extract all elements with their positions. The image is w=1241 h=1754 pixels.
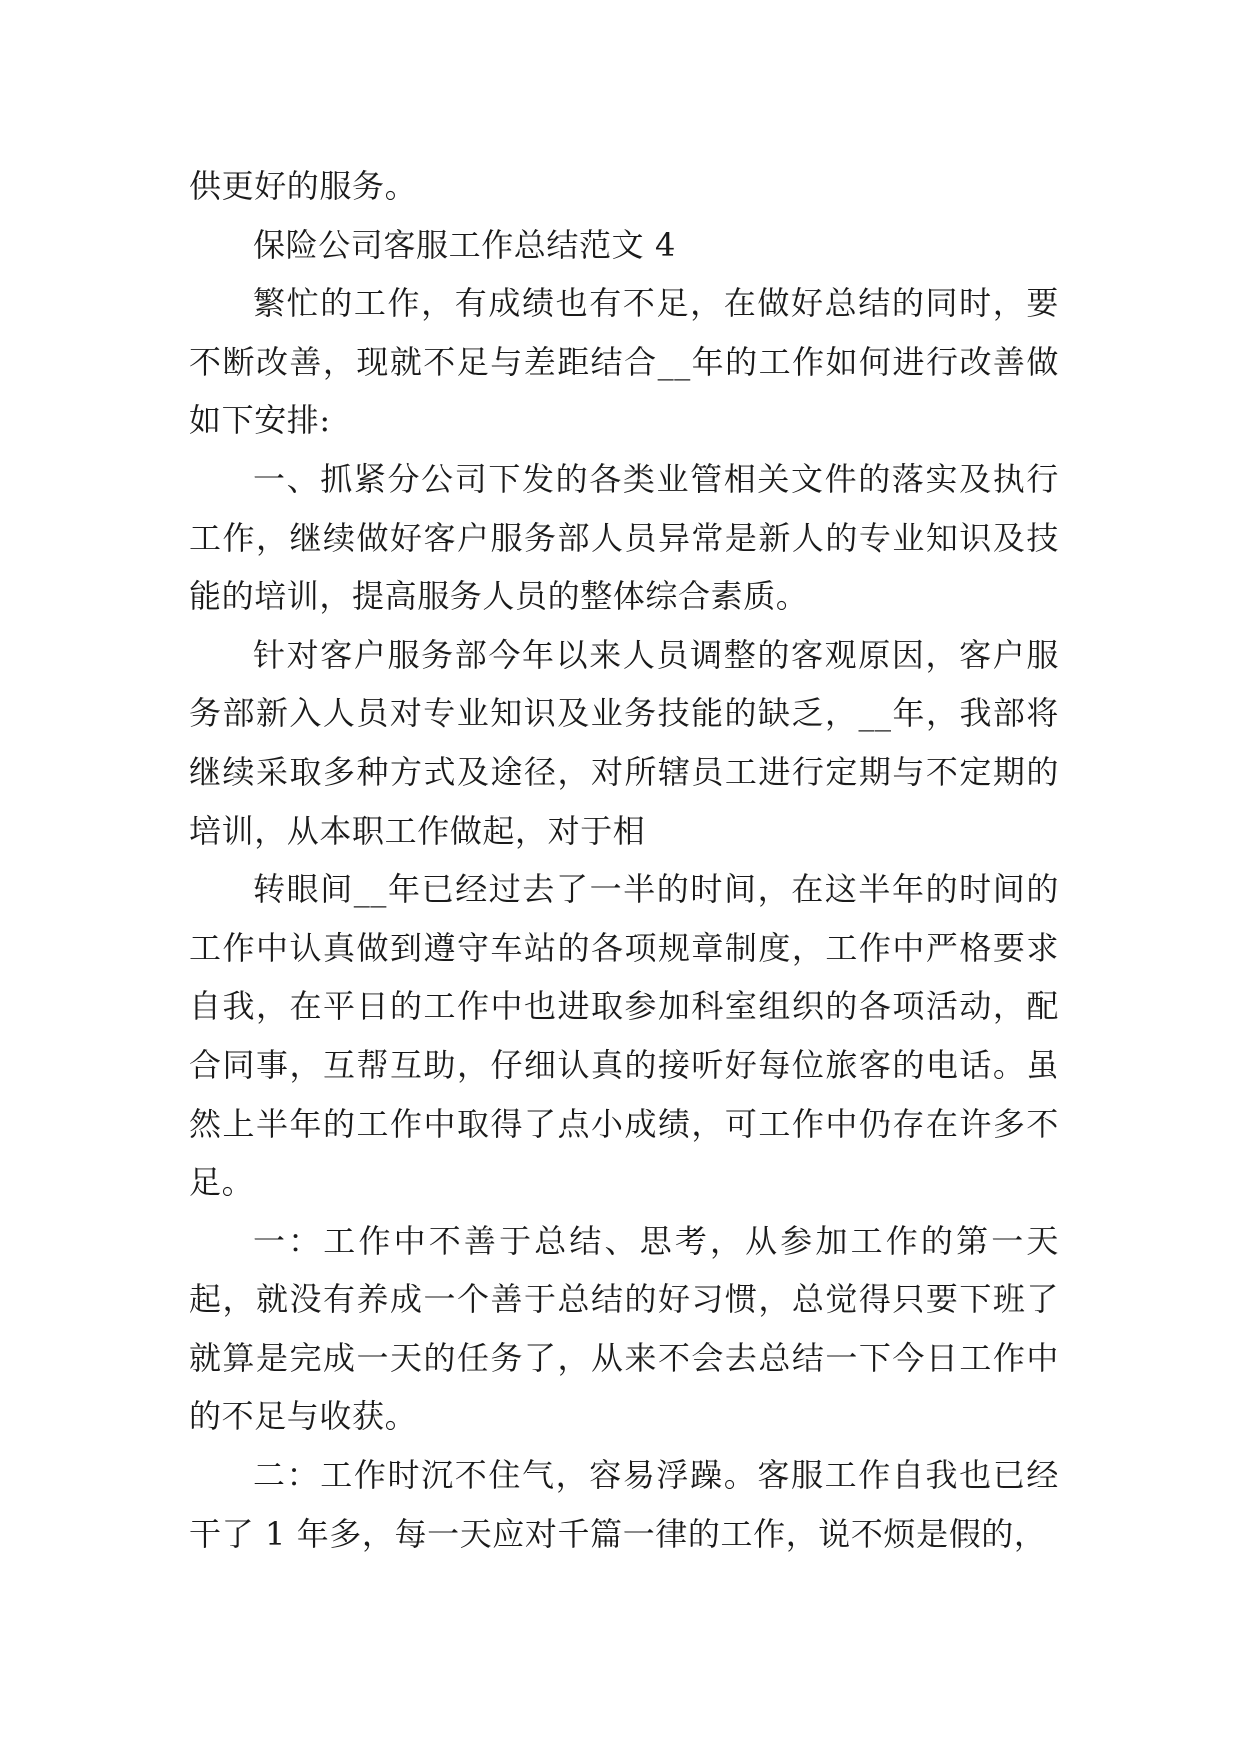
- section-heading: 保险公司客服工作总结范文 4: [253, 225, 676, 264]
- paragraph-training: 针对客户服务部今年以来人员调整的客观原因，客户服务部新入人员对专业知识及业务技能的缺乏，__年，我部将继续采取多种方式及途径，对所辖员工进行定期与不定期的培训，从本职工作做起，对于相: [189, 635, 1059, 850]
- paragraph-item-1: 一、抓紧分公司下发的各类业管相关文件的落实及执行工作，继续做好客户服务部人员异常是新人的专业知识及技能的培训，提高服务人员的整体综合素质。: [189, 459, 1059, 616]
- paragraph-continuation: 供更好的服务。: [189, 167, 418, 205]
- paragraph-point-2: 二：工作时沉不住气，容易浮躁。客服工作自我也已经干了 1 年多，每一天应对千篇一律的工作，说不烦是假的，: [189, 1456, 1059, 1553]
- paragraph-point-1: 一：工作中不善于总结、思考，从参加工作的第一天起，就没有养成一个善于总结的好习惯，总觉得只要下班了就算是完成一天的任务了，从来不会去总结一下今日工作中的不足与收获。: [189, 1221, 1059, 1436]
- paragraph-half-year: 转眼间__年已经过去了一半的时间，在这半年的时间的工作中认真做到遵守车站的各项规章制度，工作中严格要求自我，在平日的工作中也进取参加科室组织的各项活动，配合同事，互帮互助，仔细认真的接听好每位旅客的电话。虽然上半年的工作中取得了点小成绩，可工作中仍存在许多不足。: [189, 870, 1059, 1202]
- paragraph-intro: 繁忙的工作，有成绩也有不足，在做好总结的同时，要不断改善，现就不足与差距结合__年的工作如何进行改善做如下安排:: [189, 284, 1059, 440]
- document-body: [189, 157, 1059, 1563]
